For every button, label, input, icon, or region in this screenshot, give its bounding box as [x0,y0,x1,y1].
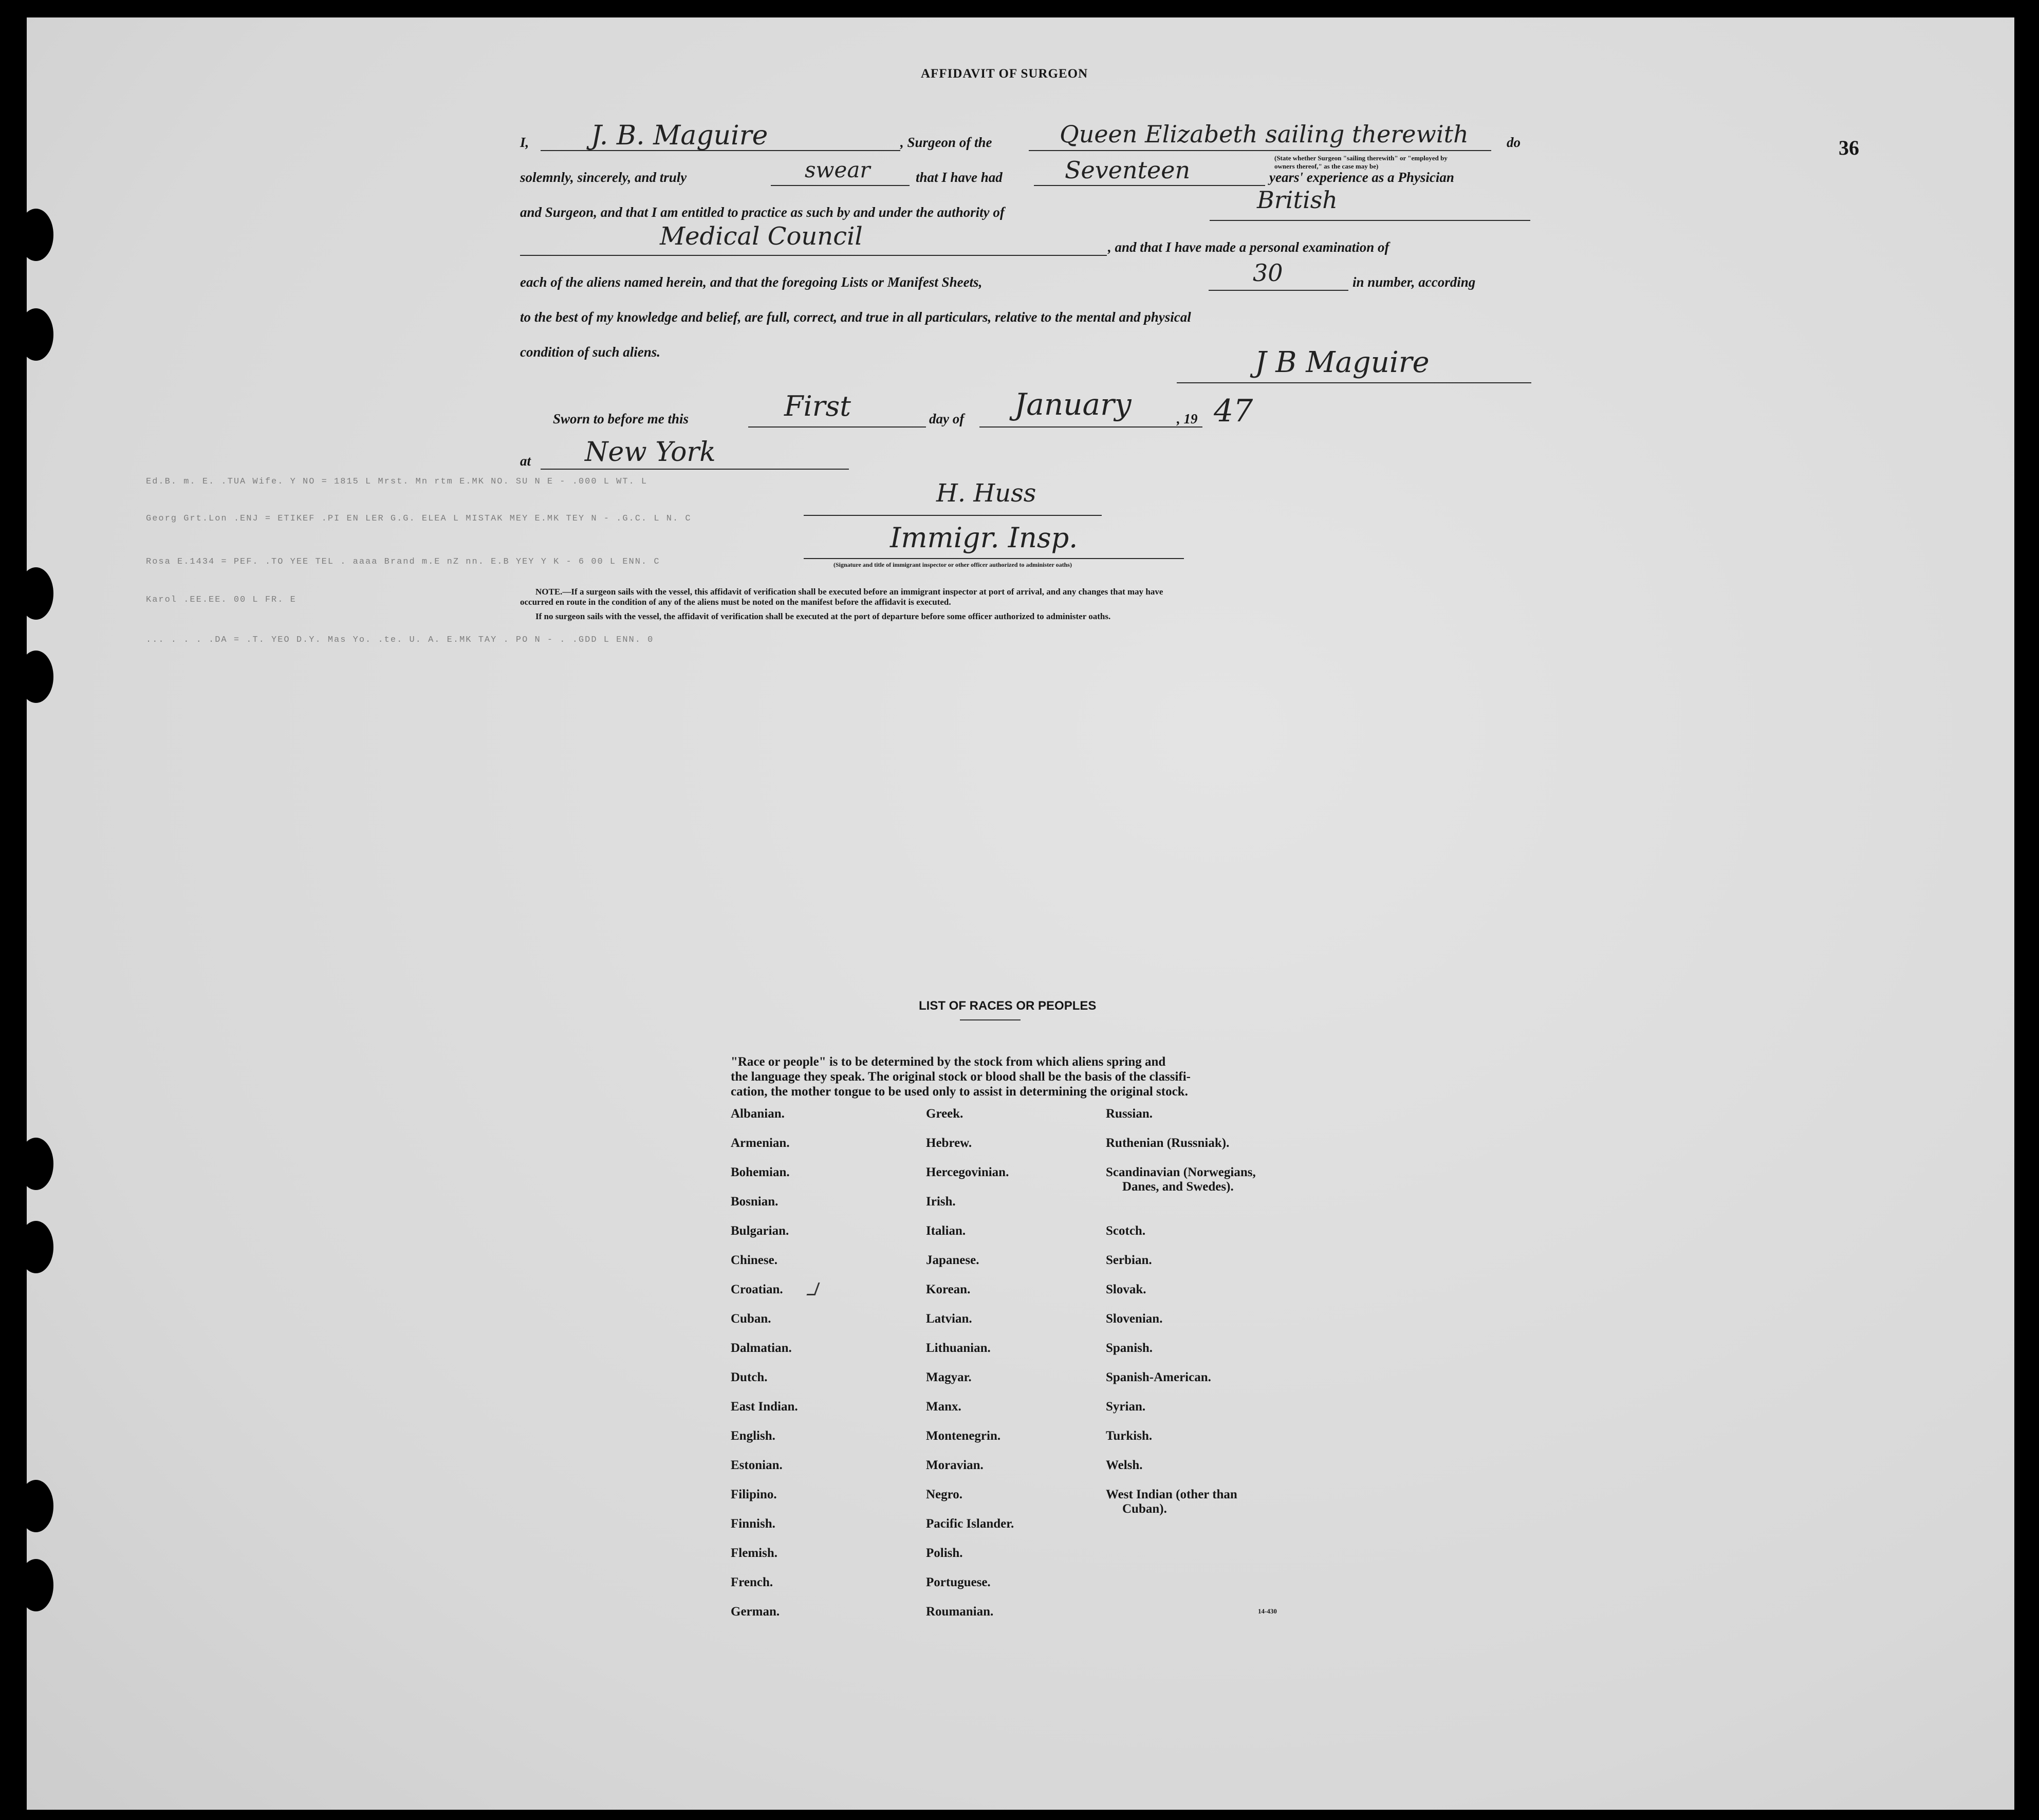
page-number: 36 [1839,136,1859,159]
bleed-through-row: Ed.B. m. E. .TUA Wife. Y NO = 1815 L Mrst. Mn rtm E.MK NO. SU N E - .000 L WT. L [146,477,648,487]
affidavit-title: AFFIDAVIT OF SURGEON [921,67,1088,81]
bleed-through-row: Georg Grt.Lon .ENJ = ETIKEF .PI EN LER G.G. ELEA L MISTAK MEY E.MK TEY N - .G.C. L N. C [146,514,692,524]
punch-hole [18,567,53,620]
race-entry: Manx. [926,1400,961,1414]
affidavit-text: I, [520,135,529,150]
races-title: LIST OF RACES OR PEOPLES [919,999,1097,1013]
race-entry: French. [731,1575,773,1589]
sworn-text: , 19 [1177,411,1198,426]
races-intro: "Race or people" is to be determined by the stock from which aliens spring and [731,1055,1166,1069]
race-entry: Dalmatian. [731,1341,792,1355]
race-entry: Cuban. [731,1312,771,1326]
affidavit-text: and Surgeon, and that I am entitled to practice as such by and under the authority of [520,205,1005,220]
race-entry: Scandinavian (Norwegians, [1106,1165,1256,1179]
race-entry: Irish. [926,1195,956,1209]
race-entry: Hercegovinian. [926,1165,1009,1179]
race-entry: Welsh. [1106,1458,1143,1472]
race-entry: Negro. [926,1488,963,1501]
race-entry: Bosnian. [731,1195,778,1209]
blank-line [520,255,1107,256]
race-entry: Polish. [926,1546,963,1560]
signature-line [804,558,1184,559]
bleed-through-row: ... . . . .DA = .T. YEO D.Y. Mas Yo. .te. U. A. E.MK TAY . PO N - . .GDD L ENN. 0 [146,635,654,645]
bleed-through-row: Karol .EE.EE. 00 L FR. E [146,595,296,605]
race-entry: Hebrew. [926,1136,972,1150]
race-entry: Korean. [926,1283,971,1296]
race-entry: Dutch. [731,1370,768,1384]
manifest-sheet [27,17,2014,1810]
blank-line [748,426,926,428]
years-experience: Seventeen [1065,156,1191,184]
race-entry: Scotch. [1106,1224,1146,1238]
race-entry: English. [731,1429,775,1443]
race-entry: West Indian (other than [1106,1488,1237,1501]
blank-line [1210,220,1530,221]
race-entry: Serbian. [1106,1253,1152,1267]
race-entry: Turkish. [1106,1429,1153,1443]
signature-caption: (Signature and title of immigrant inspector or other officer authorized to administer oaths) [833,561,1072,568]
blank-line [979,426,1202,428]
blank-line [1029,150,1491,151]
races-intro: cation, the mother tongue to be used only to assist in determining the original stock. [731,1085,1188,1099]
race-entry: Estonian. [731,1458,783,1472]
sworn-text: day of [929,411,965,426]
race-entry: Croatian. [731,1283,783,1296]
race-entry: Roumanian. [926,1605,994,1619]
affidavit-text: condition of such aliens. [520,344,661,360]
note-line: If no surgeon sails with the vessel, the affidavit of verification shall be executed at the port of departure before some officer authorized to administer oaths. [535,611,1111,621]
place-label: at [520,453,531,469]
punch-hole [18,1559,53,1611]
race-entry: Albanian. [731,1107,785,1121]
race-entry: Ruthenian (Russniak). [1106,1136,1230,1150]
inspector-title: Immigr. Insp. [890,522,1078,554]
race-entry: Italian. [926,1224,966,1238]
race-entry: Russian. [1106,1107,1153,1121]
race-entry: Spanish-American. [1106,1370,1211,1384]
affidavit-text: that I have had [916,170,1003,185]
race-entry: Armenian. [731,1136,790,1150]
inspector-signature: H. Huss [936,479,1036,508]
race-entry: Greek. [926,1107,963,1121]
race-entry-continued: Cuban). [1122,1502,1167,1516]
blank-line [541,469,849,470]
affidavit-text: , and that I have made a personal examination of [1108,239,1389,255]
race-entry: Latvian. [926,1312,972,1326]
race-entry: Slovenian. [1106,1312,1163,1326]
check-mark-icon [806,1283,820,1295]
race-entry: Moravian. [926,1458,984,1472]
race-entry: Japanese. [926,1253,979,1267]
vessel-note: (State whether Surgeon "sailing therewith" or "employed by [1274,154,1448,162]
punch-hole [18,651,53,703]
bleed-through-row: Rosa E.1434 = PEF. .TO YEE TEL . aaaa Brand m.E nZ nn. E.B YEY Y K - 6 00 L ENN. C [146,557,660,567]
punch-hole [18,1221,53,1273]
race-entry: Portuguese. [926,1575,991,1589]
race-entry: Flemish. [731,1546,777,1560]
race-entry: Finnish. [731,1517,775,1531]
race-entry: Magyar. [926,1370,972,1384]
blank-line [1034,185,1265,186]
authority-continued: Medical Council [660,222,863,251]
punch-hole [18,308,53,361]
authority: British [1257,186,1338,214]
vessel-note: owners thereof," as the case may be) [1274,162,1379,170]
affidavit-text: do [1507,135,1521,150]
race-entry-continued: Danes, and Swedes). [1122,1180,1234,1194]
form-number: 14-430 [1258,1607,1277,1615]
signature-line [1177,382,1531,383]
sworn-year: 47 [1214,393,1253,429]
punch-hole [18,1480,53,1532]
race-entry: Filipino. [731,1488,777,1501]
oath-word: swear [805,157,870,182]
affidavit-text: solemnly, sincerely, and truly [520,170,687,185]
punch-hole [18,1138,53,1190]
affidavit-text: each of the aliens named herein, and that the foregoing Lists or Manifest Sheets, [520,274,983,290]
affidavit-text: years' experience as a Physician [1269,170,1454,185]
title-rule [960,1019,1021,1020]
affidavit-text: , Surgeon of the [900,135,992,150]
surgeon-name: J. B. Maguire [591,120,768,151]
race-entry: Syrian. [1106,1400,1146,1414]
signature-line [804,515,1102,516]
sheet-count: 30 [1253,259,1283,287]
race-entry: Pacific Islander. [926,1517,1014,1531]
note-line: occurred en route in the condition of any of the aliens must be noted on the manifest before the affidavit is executed. [520,597,951,607]
race-entry: Slovak. [1106,1283,1146,1296]
blank-line [771,185,910,186]
race-entry: Lithuanian. [926,1341,991,1355]
race-entry: Montenegrin. [926,1429,1001,1443]
surgeon-signature: J B Maguire [1255,346,1430,379]
note-line: NOTE.—If a surgeon sails with the vessel, this affidavit of verification shall be executed before an immigrant inspector at port of arrival, and any changes that may have [535,587,1163,597]
race-entry: Bohemian. [731,1165,790,1179]
punch-hole [18,209,53,261]
race-entry: Spanish. [1106,1341,1153,1355]
place: New York [585,437,716,468]
sworn-month: January [1014,387,1132,422]
race-entry: German. [731,1605,780,1619]
affidavit-text: in number, according [1352,274,1476,290]
affidavit-text: to the best of my knowledge and belief, are full, correct, and true in all particulars, relative to the mental and physical [520,309,1191,325]
blank-line [1209,290,1348,291]
races-intro: the language they speak. The original stock or blood shall be the basis of the classifi- [731,1070,1191,1084]
race-entry: East Indian. [731,1400,798,1414]
sworn-text: Sworn to before me this [553,411,689,426]
race-entry: Bulgarian. [731,1224,789,1238]
vessel-name: Queen Elizabeth sailing therewith [1060,120,1469,148]
race-entry: Chinese. [731,1253,777,1267]
sworn-day: First [784,390,851,422]
